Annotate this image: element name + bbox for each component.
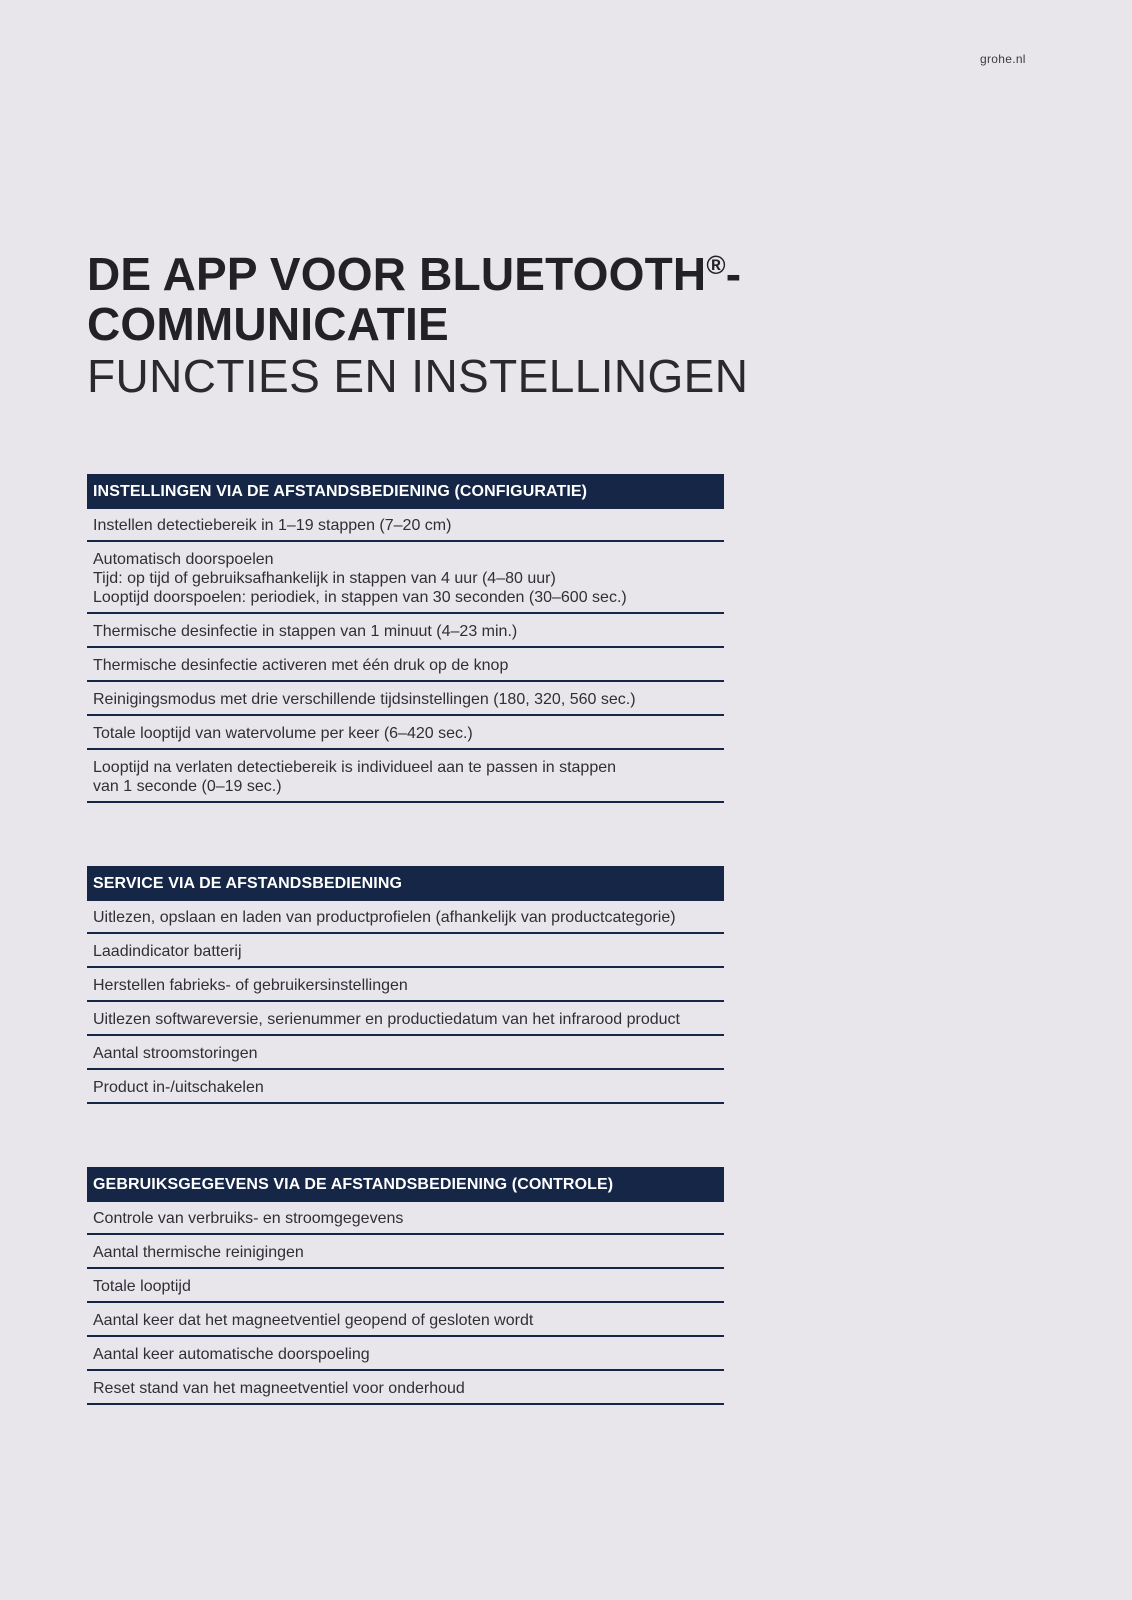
section-heading: GEBRUIKSGEGEVENS VIA DE AFSTANDSBEDIENING (CONTROLE) (87, 1167, 724, 1202)
list-item: Totale looptijd (87, 1270, 724, 1303)
list-item: Thermische desinfectie activeren met één druk op de knop (87, 649, 724, 682)
list-item: Thermische desinfectie in stappen van 1 minuut (4–23 min.) (87, 615, 724, 648)
section-configuratie (87, 474, 724, 803)
title-line-1: DE APP VOOR BLUETOOTH®- (87, 248, 742, 300)
list-item: Controle van verbruiks- en stroomgegevens (87, 1202, 724, 1235)
section-heading: SERVICE VIA DE AFSTANDSBEDIENING (87, 866, 724, 901)
list-item: Uitlezen, opslaan en laden van productprofielen (afhankelijk van productcategorie) (87, 901, 724, 934)
list-item: Aantal stroomstoringen (87, 1037, 724, 1070)
section-controle (87, 1167, 724, 1405)
list-item: Herstellen fabrieks- of gebruikersinstellingen (87, 969, 724, 1002)
title-line-2: COMMUNICATIE (87, 298, 449, 350)
list-item: Reset stand van het magneetventiel voor onderhoud (87, 1372, 724, 1405)
list-item: Aantal keer dat het magneetventiel geopend of gesloten wordt (87, 1304, 724, 1337)
list-item: Uitlezen softwareversie, serienummer en productiedatum van het infrarood product (87, 1003, 724, 1036)
site-url[interactable]: grohe.nl (980, 52, 1026, 66)
page-subtitle: FUNCTIES EN INSTELLINGEN (87, 350, 749, 402)
list-item: Reinigingsmodus met drie verschillende tijdsinstellingen (180, 320, 560 sec.) (87, 683, 724, 716)
list-item: Aantal thermische reinigingen (87, 1236, 724, 1269)
section-heading: INSTELLINGEN VIA DE AFSTANDSBEDIENING (CONFIGURATIE) (87, 474, 724, 509)
section-service (87, 866, 724, 1104)
list-item: Instellen detectiebereik in 1–19 stappen (7–20 cm) (87, 509, 724, 542)
list-item: Looptijd na verlaten detectiebereik is individueel aan te passen in stappen van 1 seconde (0–19 sec.) (87, 751, 724, 803)
list-item: Aantal keer automatische doorspoeling (87, 1338, 724, 1371)
list-item: Totale looptijd van watervolume per keer (6–420 sec.) (87, 717, 724, 750)
page-title (87, 240, 887, 403)
list-item: Product in-/uitschakelen (87, 1071, 724, 1104)
list-item: Automatisch doorspoelen Tijd: op tijd of gebruiksafhankelijk in stappen van 4 uur (4–80 uur) Looptijd doorspoelen: periodiek, in stappen van 30 seconden (30–600 sec.) (87, 543, 724, 614)
list-item: Laadindicator batterij (87, 935, 724, 968)
